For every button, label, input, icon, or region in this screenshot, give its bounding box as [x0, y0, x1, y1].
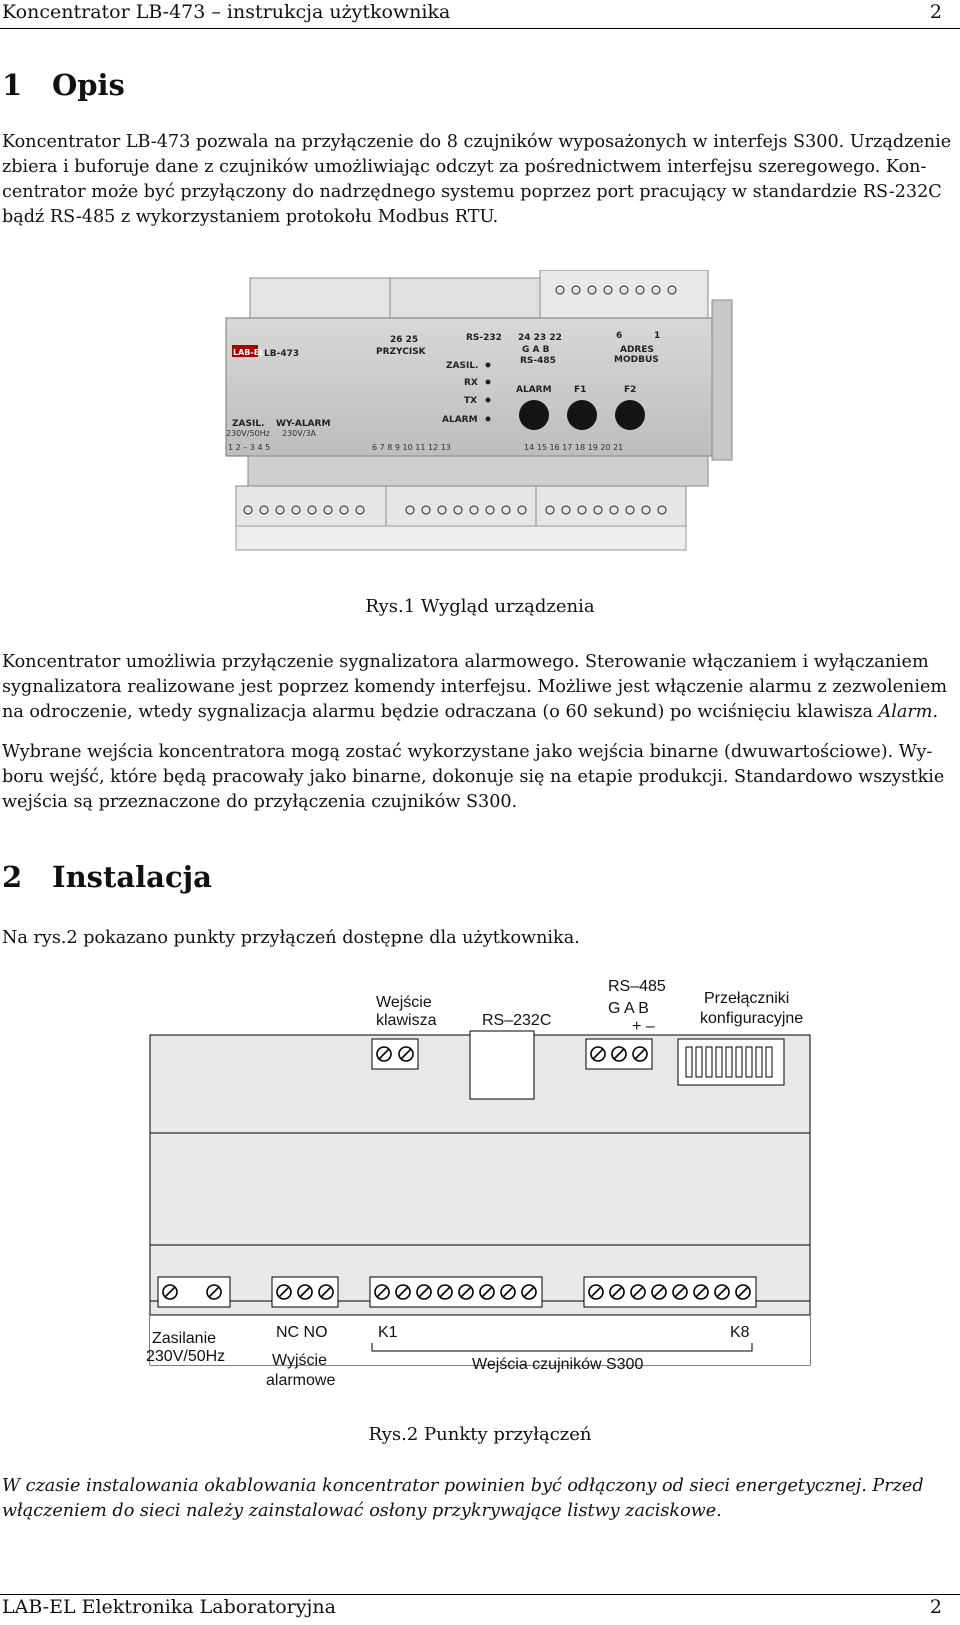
section-1-heading: [2, 68, 125, 102]
text-line: sygnalizatora realizowane jest poprzez komendy interfejsu. Możliwe jest włączenie alarmu z zezwoleniem: [2, 677, 948, 697]
section-2-title: Instalacja: [52, 860, 212, 894]
section-1-paragraph-2: [2, 650, 958, 725]
photo-label: 24 23 22: [518, 333, 562, 343]
diagram-label-zasilanie: Zasilanie: [152, 1330, 217, 1347]
header-page-number: 2: [929, 1, 942, 23]
section-2-paragraph-1: Na rys.2 pokazano punkty przyłączeń dostępne dla użytkownika.: [2, 928, 580, 948]
device-rail: [248, 456, 708, 486]
diagram-label-czujniki: Wejścia czujników S300: [472, 1356, 644, 1373]
bottom-clip: [236, 526, 686, 550]
photo-label: G A B: [522, 345, 550, 355]
text-line: Wybrane wejścia koncentratora mogą zostać wykorzystane jako wejścia binarne (dwuwartościowe). Wy-: [2, 742, 933, 762]
installation-warning: [2, 1474, 958, 1524]
alarm-key-name: Alarm.: [878, 702, 939, 722]
figure-1-caption: Rys.1 Wygląd urządzenia: [365, 596, 595, 617]
diagram-label-230v: 230V/50Hz: [146, 1348, 226, 1365]
top-terminal-block: [250, 278, 400, 320]
text-line: Koncentrator umożliwia przyłączenie sygnalizatora alarmowego. Sterowanie włączaniem i wyłączaniem: [2, 652, 929, 672]
footer-page-number: 2: [929, 1596, 942, 1618]
photo-label: PRZYCISK: [376, 347, 426, 357]
section-1-number: 1: [2, 68, 23, 102]
diagram-label-alarmowe: alarmowe: [266, 1372, 336, 1389]
text-line: W czasie instalowania okablowania koncentrator powinien być odłączony od sieci energetycznej. Przed: [2, 1476, 924, 1496]
alarm-button: [519, 400, 549, 430]
logo-text: LAB-EL: [233, 348, 265, 357]
photo-label: ADRES: [620, 345, 654, 355]
f1-button: [567, 400, 597, 430]
f2-button: [615, 400, 645, 430]
page-header: [0, 0, 960, 29]
photo-label: 1: [654, 331, 661, 341]
diagram-label-nc-no: NC NO: [276, 1324, 328, 1341]
footer-company: LAB-EL Elektronika Laboratoryjna: [2, 1596, 336, 1618]
diagram-label-gab: G A B: [608, 1000, 649, 1017]
photo-label: ALARM: [442, 415, 478, 425]
model-label: LB-473: [264, 349, 300, 359]
page-footer: [0, 1594, 960, 1625]
section-1-paragraph-1: [2, 130, 958, 230]
photo-label: 6 7 8 9 10 11 12 13: [372, 443, 451, 452]
top-terminal-block: [390, 278, 540, 320]
diagram-label-klawisza: klawisza: [376, 1012, 437, 1029]
photo-label: F2: [624, 385, 637, 395]
text-line: Koncentrator LB-473 pozwala na przyłączenie do 8 czujników wyposażonych w interfejs S300. Urządzenie: [2, 132, 952, 152]
photo-label: RS-232: [466, 333, 502, 343]
text-line: wejścia są przeznaczone do przyłączenia czujników S300.: [2, 792, 518, 812]
photo-label: 230V/3A: [282, 429, 316, 438]
device-photo: [220, 270, 740, 560]
photo-label: ALARM: [516, 385, 552, 395]
photo-label: F1: [574, 385, 587, 395]
photo-label: 6: [616, 331, 623, 341]
diagram-label-konfiguracyjne: konfiguracyjne: [700, 1010, 804, 1027]
photo-label: 14 15 16 17 18 19 20 21: [524, 443, 624, 452]
diagram-label-rs485: RS–485: [608, 978, 666, 995]
photo-label: 1 2 – 3 4 5: [228, 443, 271, 452]
text-line-part: na odroczenie, wtedy sygnalizacja alarmu będzie odraczana (o 60 sekund) po wciśnięciu klawisza: [2, 702, 873, 722]
figure-2-caption: Rys.2 Punkty przyłączeń: [368, 1424, 592, 1445]
photo-label: MODBUS: [614, 355, 659, 365]
photo-label: RX: [464, 378, 478, 388]
section-2-heading: [2, 860, 212, 894]
text-line: [2, 700, 958, 725]
diagram-label-plusminus: + –: [632, 1018, 655, 1035]
section-1-paragraph-3: [2, 740, 958, 815]
diagram-label-rs232c: RS–232C: [482, 1012, 552, 1029]
diagram-label-przelaczniki: Przełączniki: [704, 990, 790, 1007]
config-switch-levers: [686, 1047, 772, 1077]
text-line: bądź RS-485 z wykorzystaniem protokołu Modbus RTU.: [2, 207, 499, 227]
device-side: [712, 300, 732, 460]
connection-diagram: [140, 975, 820, 1415]
text-line: zbiera i buforuje dane z czujników umożliwiając odczyt za pośrednictwem interfejsu szeregowego. Kon-: [2, 157, 927, 177]
diagram-label-wyjscie: Wyjście: [272, 1352, 327, 1369]
photo-label: WY-ALARM: [276, 419, 331, 429]
photo-label: ZASIL.: [232, 419, 265, 429]
rs232c-port: [470, 1031, 534, 1099]
text-line: centrator może być przyłączony do nadrzędnego systemu poprzez port pracujący w standardzie RS-232C: [2, 182, 942, 202]
section-1-title: Opis: [52, 68, 125, 102]
diagram-label-k1: K1: [378, 1324, 398, 1341]
diagram-label-wejscie: Wejście: [376, 994, 432, 1011]
photo-label: TX: [464, 396, 478, 406]
photo-label: 230V/50Hz: [226, 429, 270, 438]
photo-label: ZASIL.: [446, 361, 479, 371]
diagram-label-k8: K8: [730, 1324, 750, 1341]
photo-label: 26 25: [390, 335, 419, 345]
text-line: boru wejść, które będą pracowały jako binarne, dokonuje się na etapie produkcji. Standardowo wszystkie: [2, 767, 945, 787]
header-title: Koncentrator LB-473 – instrukcja użytkownika: [2, 1, 451, 23]
text-line: włączeniem do sieci należy zainstalować osłony przykrywające listwy zaciskowe.: [2, 1501, 722, 1521]
section-2-number: 2: [2, 860, 23, 894]
photo-label: RS-485: [520, 356, 556, 366]
